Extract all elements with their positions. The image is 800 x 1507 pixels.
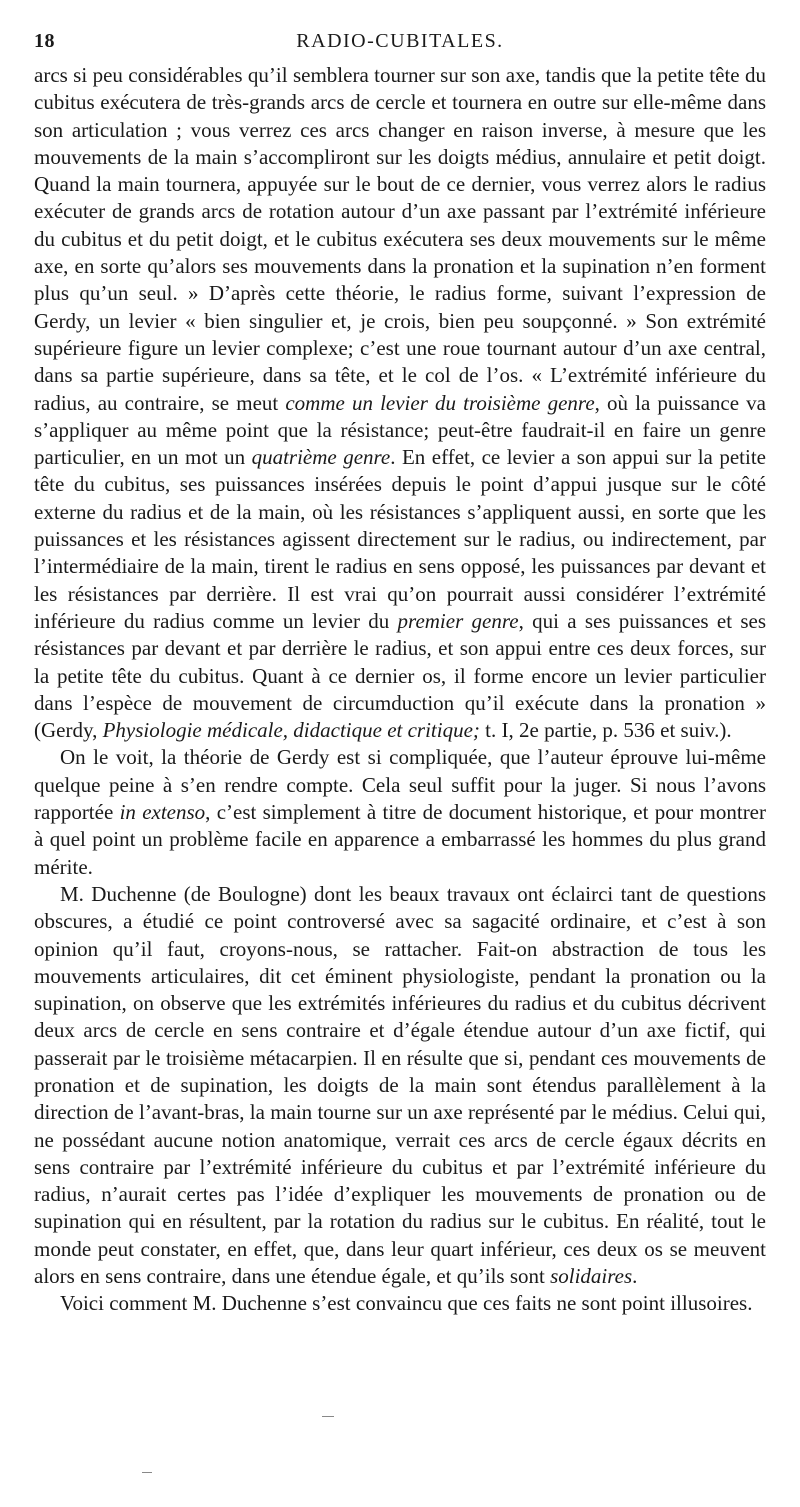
paragraph bbox=[34, 1290, 766, 1317]
running-head bbox=[34, 30, 766, 56]
text-run: , qui a ses puissances et ses résistances par devant et par derrière le radius, et son appui entre ces deux forces, sur la petite tête du cubitus. Quant à ce dernier os, il forme encore un levier particulier dans l’espèce de mouvement de circumduction qu’il exécute dans la pronation » (Gerdy, bbox=[34, 608, 766, 743]
body-text bbox=[34, 62, 766, 1318]
ink-mark bbox=[322, 1416, 334, 1417]
italic-text: premier genre bbox=[397, 608, 519, 633]
paragraph bbox=[34, 744, 766, 880]
text-run: On le voit, la théorie de Gerdy est si compliquée, que l’auteur éprouve lui-même quelque peine à s’en rendre compte. Cela seul suffit pour la juger. Si nous l’avons rapportée bbox=[34, 745, 766, 825]
page-number: 18 bbox=[34, 30, 55, 52]
text-run: arcs si peu considérables qu’il semblera tourner sur son axe, tandis que la petite tête du cubitus exécutera de très-grands arcs de cercle et tournera en outre sur elle-même dans son articulation ; vous verrez ces arcs changer en raison inverse, à mesure que les mouvements de la main s’accompliront sur les doigts médius, annulaire et petit doigt. Quand la main tournera, appuyée sur le bout de ce dernier, vous verrez alors le radius exécuter de grands arcs de rotation autour d’un axe passant par l’extrémité inférieure du cubitus et du petit doigt, et le cubitus exécutera ses deux mouvements sur le même axe, en sorte qu’alors ses mouvements dans la pronation et la supination n’en forment plus qu’un seul. » D’après cette théorie, le radius forme, suivant l’expression de Gerdy, un levier « bien singulier et, je crois, bien peu soupçonné. » Son extrémité supérieure figure un levier complexe; c’est une roue tournant autour d’un axe central, dans sa partie supérieure, dans sa tête, et le col de l’os. « L’extrémité inférieure du radius, au contraire, se meut bbox=[34, 63, 766, 415]
page-bottom-marks bbox=[0, 1398, 800, 1488]
italic-text: quatrième genre bbox=[251, 445, 391, 470]
text-run: . En effet, ce levier a son appui sur la petite tête du cubitus, ses puissances insérées depuis le point d’appui jusque sur le côté externe du radius et de la main, où les résistances s’appliquent aussi, en sorte que les puissances et les résistances agissent directement sur le radius, ou indirectement, par l’intermédiaire de la main, tirent le radius en sens opposé, les puissances par devant et les résistances par derrière. Il est vrai qu’on pourrait aussi considérer l’extrémité inférieure du radius comme un levier du bbox=[34, 445, 766, 633]
book-page bbox=[34, 30, 766, 1318]
text-run: Voici comment M. Duchenne s’est convaincu que ces faits ne sont point illusoires. bbox=[60, 1291, 753, 1316]
italic-text: in extenso bbox=[119, 800, 206, 825]
text-run: t. I, 2e partie, p. 536 et suiv.). bbox=[479, 718, 732, 743]
paragraph bbox=[34, 881, 766, 1290]
text-run: , où la puissance va s’appliquer au même point que la résistance; peut-être faudrait-il en faire un genre particulier, en un mot un bbox=[34, 390, 767, 470]
italic-text: solidaires bbox=[550, 1264, 633, 1289]
italic-text: comme un levier du troisième genre bbox=[285, 390, 595, 415]
ink-mark bbox=[142, 1472, 152, 1473]
running-title: RADIO-CUBITALES. bbox=[296, 30, 504, 52]
italic-text: Physiologie médicale, didactique et critique; bbox=[102, 718, 480, 743]
text-run: . bbox=[632, 1264, 638, 1289]
paragraph bbox=[34, 62, 766, 744]
text-run: M. Duchenne (de Boulogne) dont les beaux travaux ont éclairci tant de questions obscures, a étudié ce point controversé avec sa sagacité ordinaire, et c’est à son opinion qu’il faut, croyons-nous, se rattacher. Fait-on abstraction de tous les mouvements articulaires, dit cet éminent physiologiste, pendant la pronation ou la supination, on observe que les extrémités inférieures du radius et du cubitus décrivent deux arcs de cercle en sens contraire et d’égale étendue autour d’un axe fictif, qui passerait par le troisième métacarpien. Il en résulte que si, pendant ces mouvements de pronation et de supination, les doigts de la main sont étendus parallèlement à la direction de l’avant-bras, la main tourne sur un axe représenté par le médius. Celui qui, ne possédant aucune notion anatomique, verrait ces arcs de cercle égaux décrits en sens contraire par l’extrémité inférieure du cubitus et par l’extrémité inférieure du radius, n’aurait certes pas l’idée d’expliquer les mouvements de pronation ou de supination qui en résultent, par la rotation du radius sur le cubitus. En réalité, tout le monde peut constater, en effet, que, dans leur quart inférieur, ces deux os se meuvent alors en sens contraire, dans une étendue égale, et qu’ils sont bbox=[34, 881, 766, 1289]
text-run: , c’est simplement à titre de document historique, et pour montrer à quel point un problème facile en apparence a embarrassé les hommes du plus grand mérite. bbox=[34, 800, 766, 879]
